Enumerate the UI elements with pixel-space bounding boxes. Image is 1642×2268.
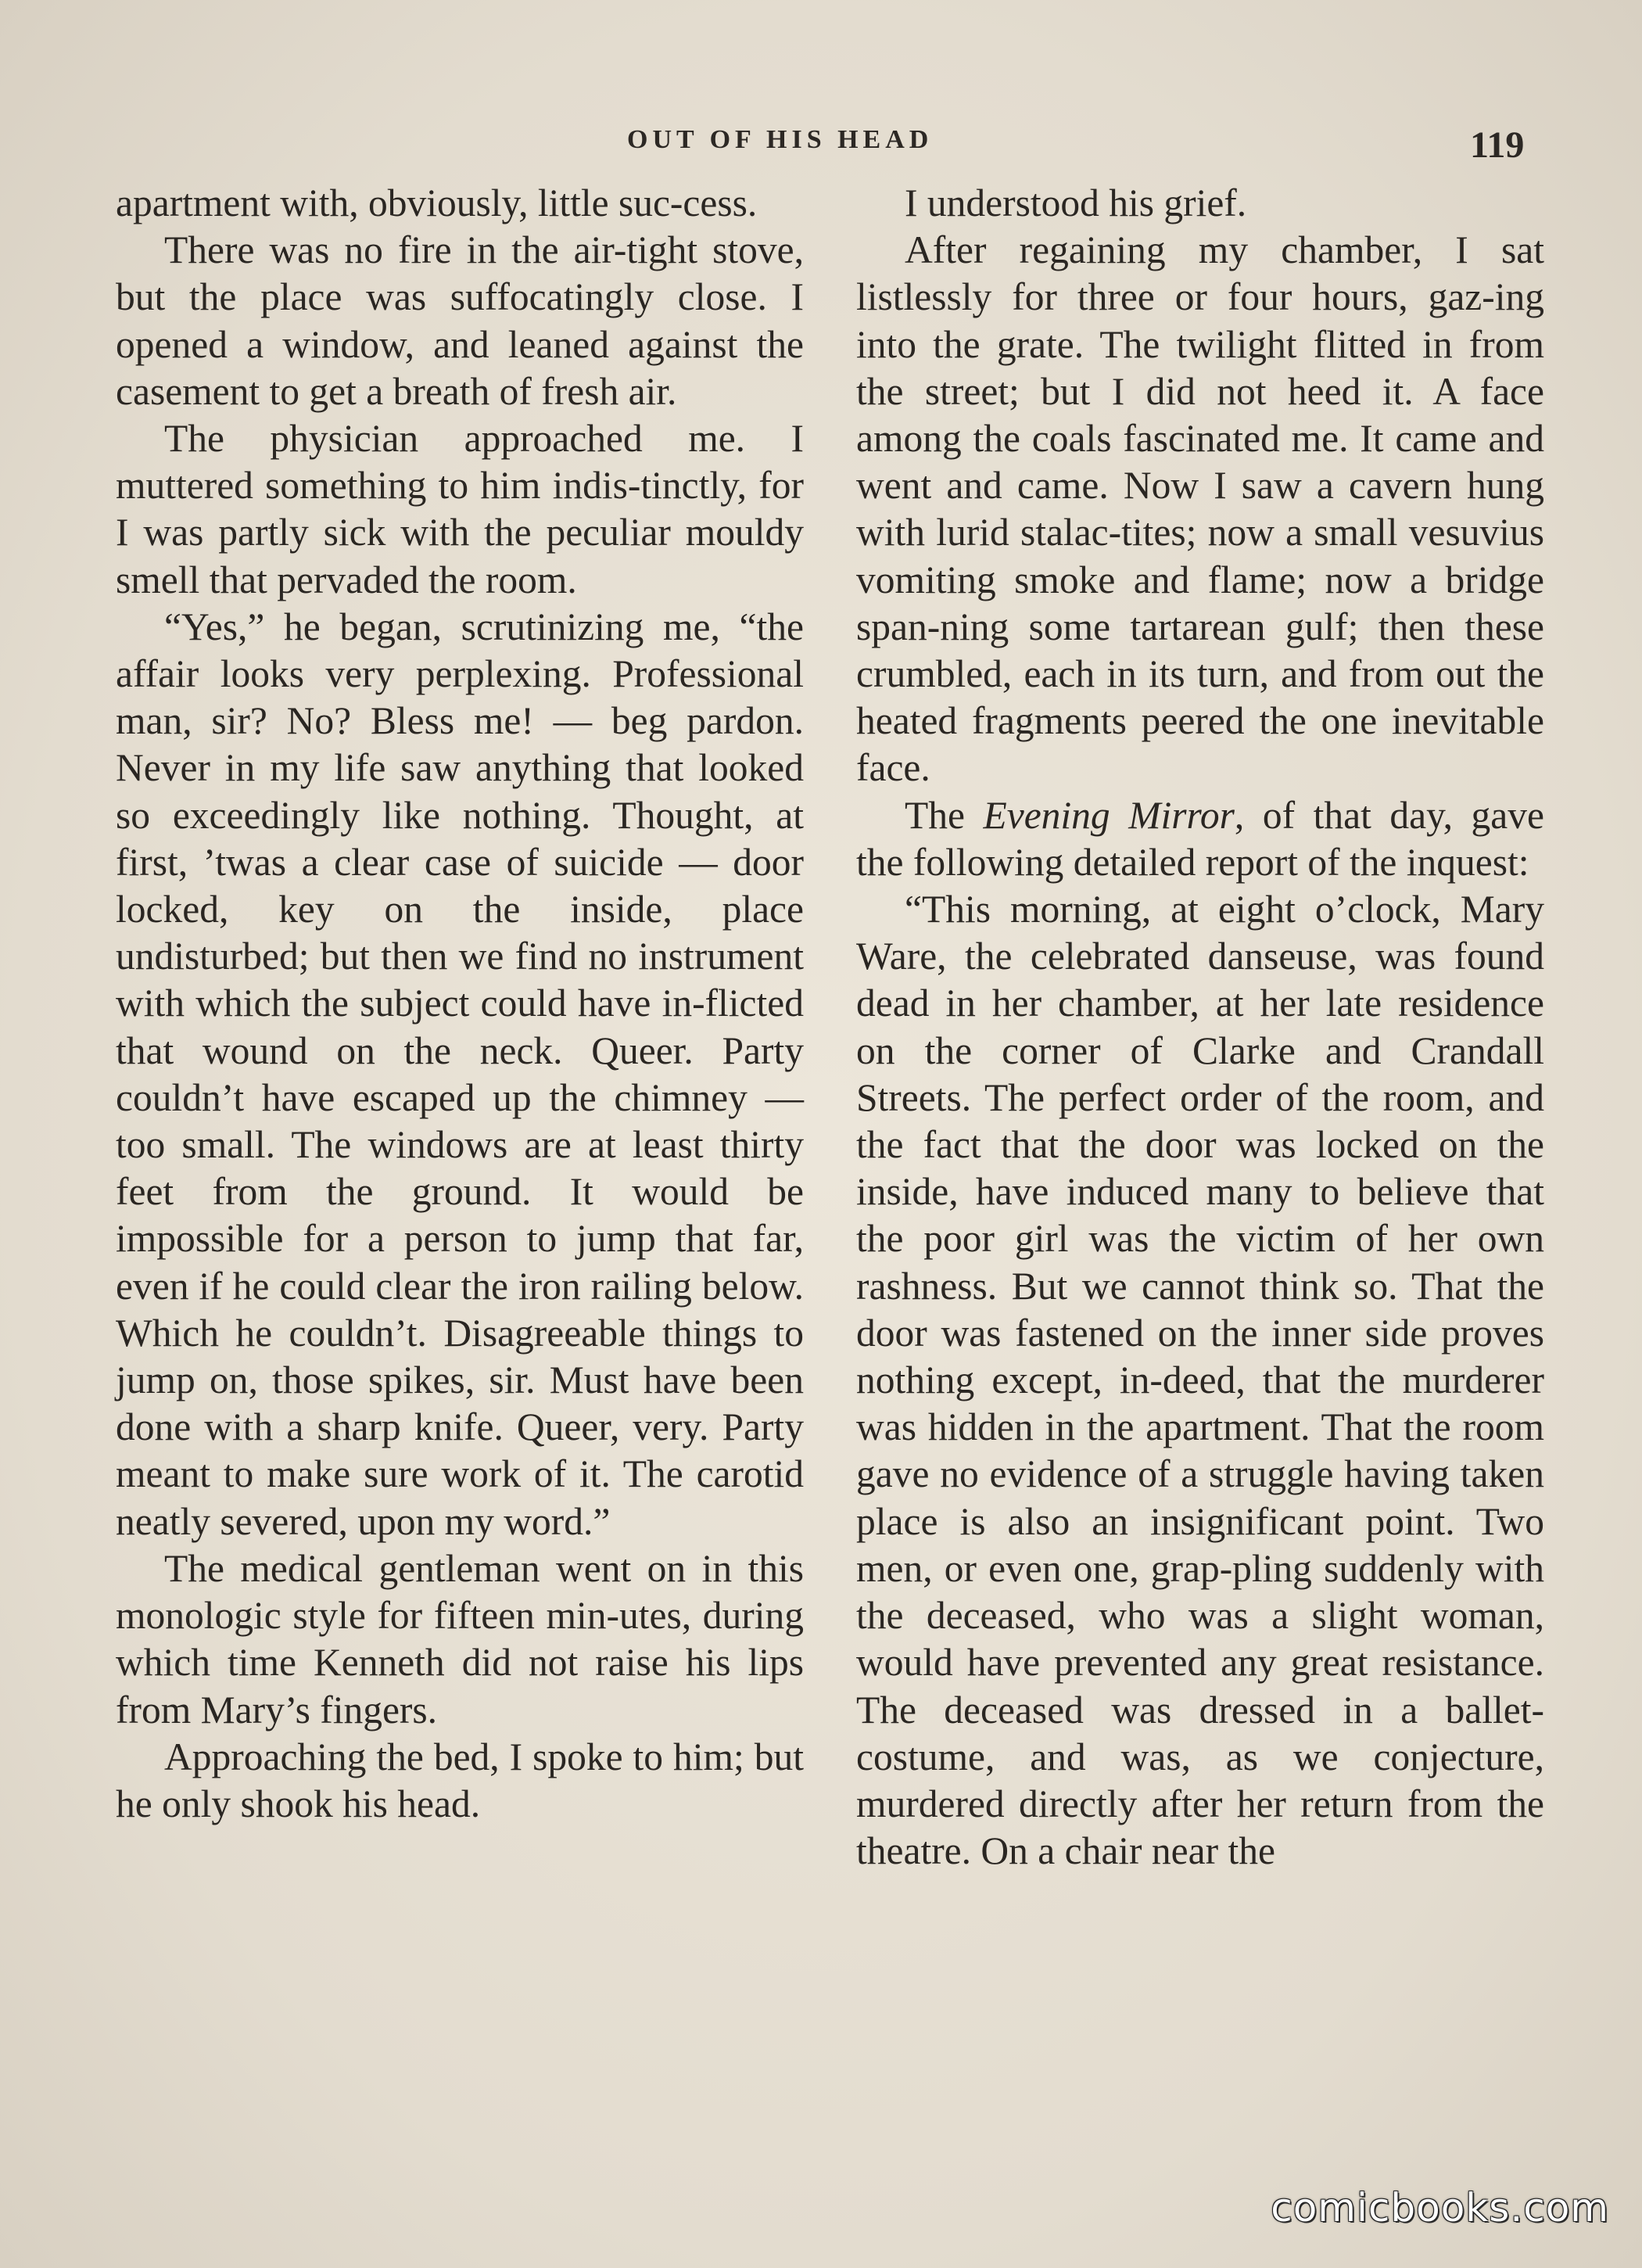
paragraph: The medical gentleman went on in this monologic style for fifteen min-utes, during which time Kenneth did not raise his lips from Mary’s fingers. [116, 1546, 804, 1732]
paragraph: “Yes,” he began, scrutinizing me, “the affair looks very perplexing. Professional man, sir? No? Bless me! — beg pardon. Never in my life saw anything that looked so exceedingly like nothing. Thought, at first, ’twas a clear case of suicide — door locked, key on the inside, place undisturbed; but then we find no instrument with which the subject could have in-flicted that wound on the neck. Queer. Party couldn’t have escaped up the chimney — too small. The windows are at least thirty feet from the ground. It would be impossible for a person to jump that far, even if he could clear the iron railing below. Which he couldn’t. Disagreeable things to jump on, those spikes, sir. Must have been done with a sharp knife. Queer, very. Party meant to make sure work of it. The carotid neatly severed, upon my word.” [116, 605, 804, 1543]
running-title: OUT OF HIS HEAD [627, 125, 934, 154]
page-number: 119 [1470, 124, 1525, 166]
left-column [116, 180, 804, 1828]
paragraph-text: The [905, 793, 984, 837]
right-column [856, 180, 1544, 1875]
newspaper-title: Evening Mirror [983, 793, 1235, 837]
paragraph: apartment with, obviously, little suc-cess. [116, 181, 758, 224]
paragraph-text: , of that day, gave the following detailed report of the inquest: [856, 793, 1544, 884]
paragraph: The physician approached me. I muttered something to him indis-tinctly, for I was partly sick with the peculiar mouldy smell that pervaded the room. [116, 417, 804, 601]
paragraph: There was no fire in the air-tight stove, but the place was suffocatingly close. I opened a window, and leaned against the casement to get a breath of fresh air. [116, 228, 804, 413]
watermark: comicbooks.com [1271, 2185, 1609, 2230]
paragraph [856, 792, 1544, 886]
paragraph: Approaching the bed, I spoke to him; but he only shook his head. [116, 1735, 804, 1825]
paragraph: I understood his grief. [905, 181, 1247, 224]
paragraph: After regaining my chamber, I sat listlessly for three or four hours, gaz-ing into the grate. The twilight flitted in from the street; but I did not heed it. A face among the coals fascinated me. It came and went and came. Now I saw a cavern hung with lurid stalac-tites; now a small vesuvius vomiting smoke and flame; now a bridge span-ning some tartarean gulf; then these crumbled, each in its turn, and from out the heated fragments peered the one inevitable face. [856, 228, 1544, 790]
paragraph: “This morning, at eight o’clock, Mary Ware, the celebrated danseuse, was found dead in her chamber, at her late residence on the corner of Clarke and Crandall Streets. The perfect order of the room, and the fact that the door was locked on the inside, have induced many to believe that the poor girl was the victim of her own rashness. But we cannot think so. That the door was fastened on the inner side proves nothing except, in-deed, that the murderer was hidden in the apartment. That the room gave no evidence of a struggle having taken place is also an insignificant point. Two men, or even one, grap-pling suddenly with the deceased, who was a slight woman, would have prevented any great resistance. The deceased was dressed in a ballet-costume, and was, as we conjecture, murdered directly after her return from the theatre. On a chair near the [856, 888, 1544, 1873]
